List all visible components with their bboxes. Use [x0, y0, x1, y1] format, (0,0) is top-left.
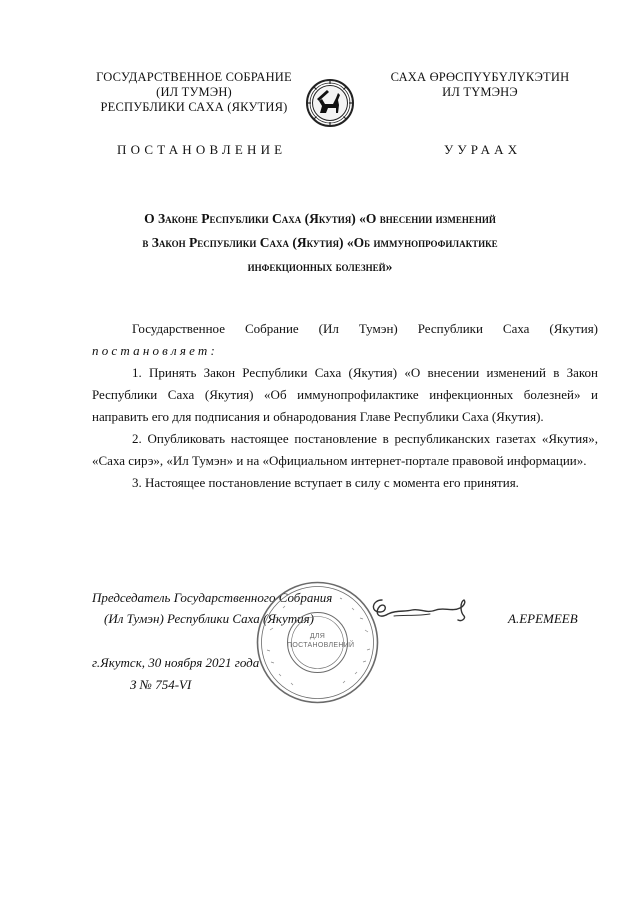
item-3: 3. Настоящее постановление вступает в силу с момента его принятия.	[132, 475, 519, 490]
official-stamp	[255, 580, 380, 705]
signatory-name: А.ЕРЕМЕЕВ	[508, 611, 578, 626]
header-left-block	[88, 70, 300, 115]
signatory-position-line-1: Председатель Государственного Собрания	[92, 590, 333, 605]
doc-type-sah: УУРААХ	[444, 142, 522, 157]
header-right-block	[380, 70, 580, 100]
document-number: З № 754-VI	[130, 677, 192, 692]
title-line-3: инфекционных болезней»	[247, 259, 393, 274]
signatory-position-line-2: (Ил Тумэн) Республики Саха (Якутия)	[104, 611, 314, 626]
item-1: 1. Принять Закон Республики Саха (Якутия) «О внесении изменений в Закон Республики Саха (Якутия) «Об иммунопрофилактике инфекционных болезней» и направить его для подписания и обнародования Главе Республики Саха (Якутия).	[92, 365, 598, 424]
document-title	[100, 207, 540, 279]
title-line-2: в Закон Республики Саха (Якутия) «Об иммунопрофилактике	[142, 235, 498, 250]
title-line-1: О Законе Республики Саха (Якутия) «О внесении изменений	[144, 211, 496, 226]
header-right-line-1: САХА ӨРӨСПҮҮБҮЛҮКЭТИН	[390, 70, 570, 84]
coat-of-arms-icon	[305, 78, 355, 128]
resolves-word: постановляет:	[92, 343, 219, 358]
preamble: Государственное Собрание (Ил Тумэн) Республики Саха (Якутия)	[132, 321, 598, 336]
item-2: 2. Опубликовать настоящее постановление в республиканских газетах «Якутия», «Саха сирэ», «Ил Тумэн» и на «Официальном интернет-портале правовой информации».	[92, 431, 598, 468]
doc-type-ru: ПОСТАНОВЛЕНИЕ	[117, 142, 287, 157]
header-left-line-1: ГОСУДАРСТВЕННОЕ СОБРАНИЕ	[96, 70, 292, 84]
header-right-line-2: ИЛ ТҮМЭНЭ	[442, 85, 518, 99]
header-left-line-2: (ИЛ ТУМЭН)	[156, 85, 232, 99]
header-left-line-3: РЕСПУБЛИКИ САХА (ЯКУТИЯ)	[100, 100, 288, 114]
stamp-center-text: ДЛЯ ПОСТАНОВЛЕНИЙ	[287, 633, 355, 649]
place-and-date: г.Якутск, 30 ноября 2021 года	[92, 655, 260, 670]
body-text	[92, 318, 598, 494]
